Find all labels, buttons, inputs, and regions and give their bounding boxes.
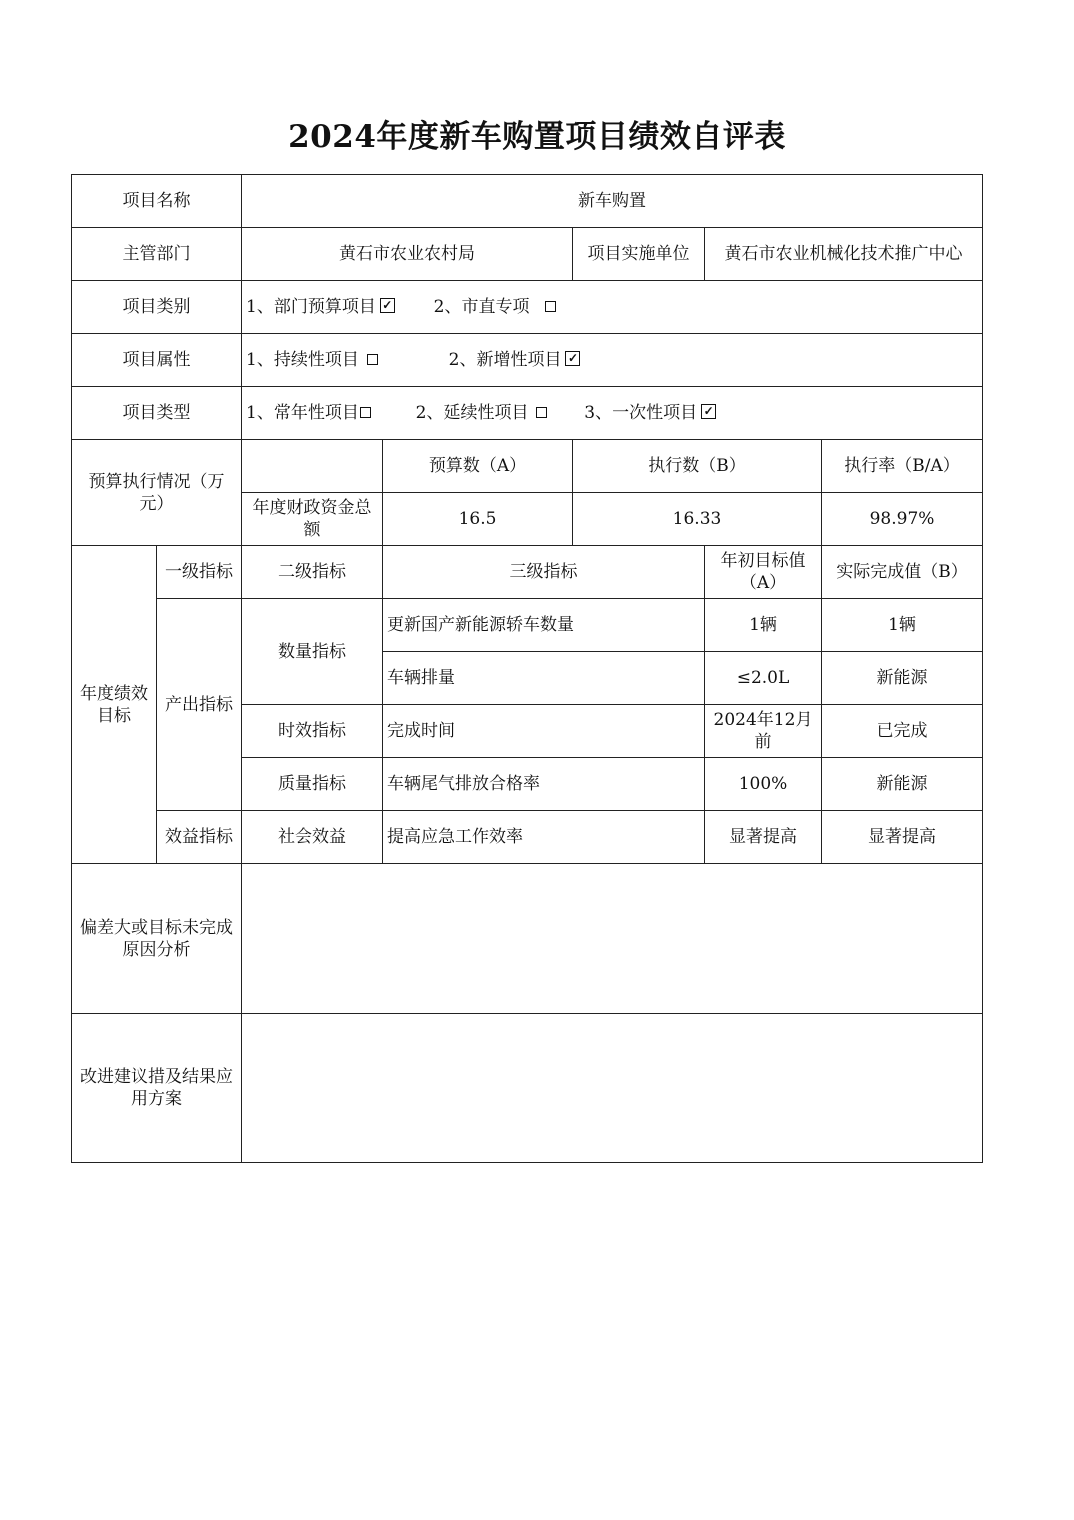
department-value: 黄石市农业农村局	[242, 228, 573, 281]
budget-a-value: 16.5	[383, 493, 573, 546]
indicator-cell: 更新国产新能源轿车数量	[383, 599, 705, 652]
attribute-label: 项目属性	[72, 334, 242, 387]
deviation-row	[72, 864, 983, 1014]
output-label: 产出指标	[157, 599, 242, 811]
attribute-option-1: 1、持续性项目	[246, 350, 359, 370]
project-name-value: 新车购置	[242, 175, 983, 228]
department-label: 主管部门	[72, 228, 242, 281]
budget-header-row	[72, 440, 983, 493]
indicator-cell: 提高应急工作效率	[383, 811, 705, 864]
target-cell: 100%	[705, 758, 822, 811]
checkbox-checked-icon[interactable]: ✓	[565, 351, 580, 366]
timeliness-label: 时效指标	[242, 705, 383, 758]
indicator-cell: 车辆排量	[383, 652, 705, 705]
table-row	[72, 599, 983, 652]
category-option-2: 2、市直专项	[433, 297, 530, 317]
level3-header: 三级指标	[383, 546, 705, 599]
budget-label: 预算执行情况（万元）	[72, 440, 242, 546]
actual-cell: 已完成	[822, 705, 983, 758]
actual-cell: 新能源	[822, 758, 983, 811]
category-options	[242, 281, 983, 334]
target-header: 年初目标值（A）	[705, 546, 822, 599]
checkbox-empty-icon[interactable]	[367, 354, 378, 365]
department-row	[72, 228, 983, 281]
budget-row-label: 年度财政资金总额	[242, 493, 383, 546]
budget-b-value: 16.33	[573, 493, 822, 546]
actual-cell: 1辆	[822, 599, 983, 652]
quality-label: 质量指标	[242, 758, 383, 811]
actual-cell: 显著提高	[822, 811, 983, 864]
benefit-label: 效益指标	[157, 811, 242, 864]
page-title: 2024年度新车购置项目绩效自评表	[288, 119, 786, 155]
level2-header: 二级指标	[242, 546, 383, 599]
deviation-value[interactable]	[242, 864, 983, 1014]
category-row	[72, 281, 983, 334]
checkbox-checked-icon[interactable]: ✓	[380, 298, 395, 313]
type-options	[242, 387, 983, 440]
deviation-label: 偏差大或目标未完成原因分析	[72, 864, 242, 1014]
category-option-1: 1、部门预算项目	[246, 297, 376, 317]
impl-unit-value: 黄石市农业机械化技术推广中心	[705, 228, 983, 281]
improvement-row	[72, 1014, 983, 1163]
type-option-3: 3、一次性项目	[584, 403, 698, 423]
improvement-label: 改进建议措及结果应用方案	[72, 1014, 242, 1163]
performance-label: 年度绩效目标	[72, 546, 157, 864]
impl-unit-label: 项目实施单位	[573, 228, 705, 281]
actual-header: 实际完成值（B）	[822, 546, 983, 599]
target-cell: ≤2.0L	[705, 652, 822, 705]
indicator-cell: 车辆尾气排放合格率	[383, 758, 705, 811]
checkbox-empty-icon[interactable]	[360, 407, 371, 418]
type-row	[72, 387, 983, 440]
improvement-value[interactable]	[242, 1014, 983, 1163]
indicator-cell: 完成时间	[383, 705, 705, 758]
social-label: 社会效益	[242, 811, 383, 864]
project-name-label: 项目名称	[72, 175, 242, 228]
level1-header: 一级指标	[157, 546, 242, 599]
quantity-label: 数量指标	[242, 599, 383, 705]
attribute-options	[242, 334, 983, 387]
checkbox-empty-icon[interactable]	[536, 407, 547, 418]
type-option-1: 1、常年性项目	[246, 403, 359, 423]
budget-col-a: 预算数（A）	[383, 440, 573, 493]
attribute-option-2: 2、新增性项目	[448, 350, 562, 370]
attribute-row	[72, 334, 983, 387]
checkbox-checked-icon[interactable]: ✓	[701, 404, 716, 419]
target-cell: 2024年12月前	[705, 705, 822, 758]
performance-header-row	[72, 546, 983, 599]
table-row	[72, 811, 983, 864]
category-label: 项目类别	[72, 281, 242, 334]
actual-cell: 新能源	[822, 652, 983, 705]
target-cell: 显著提高	[705, 811, 822, 864]
evaluation-form-table	[71, 174, 983, 1163]
target-cell: 1辆	[705, 599, 822, 652]
budget-col-b: 执行数（B）	[573, 440, 822, 493]
budget-empty-cell	[242, 440, 383, 493]
project-name-row	[72, 175, 983, 228]
type-option-2: 2、延续性项目	[415, 403, 529, 423]
budget-rate-value: 98.97%	[822, 493, 983, 546]
budget-col-rate: 执行率（B/A）	[822, 440, 983, 493]
type-label: 项目类型	[72, 387, 242, 440]
checkbox-empty-icon[interactable]	[545, 301, 556, 312]
